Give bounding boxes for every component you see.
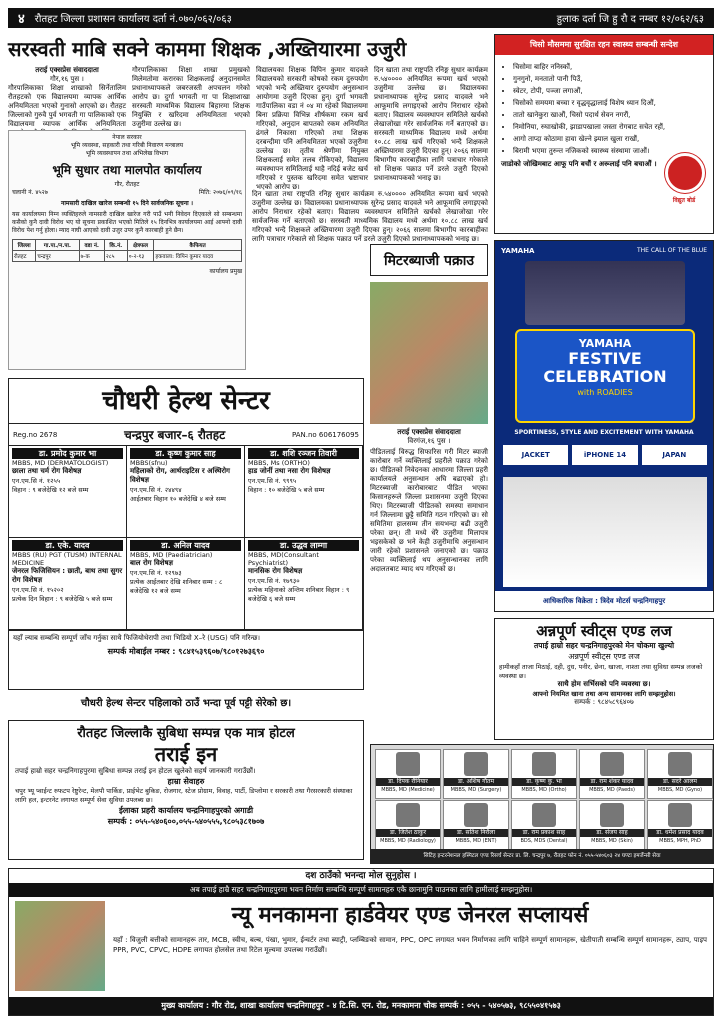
clinic-doctor-name: डा. शशि रञ्जन तिवारी: [248, 448, 359, 459]
hospital-doctor-card: [443, 749, 509, 799]
lead-col-4: दिन खाता तथा राष्ट्रपति रनिङ्ग सुधार कार्यक्रम रु.५४०००० अनियमित रूपमा खर्च भएको उजुरीमा उल्लेख छ। विद्यालयका प्रधानाध्यापक सुरेन्द्र प्रसाद यादवले भने आफूमाथि लगाइएको आरोप निराधार रहेको बताए। विद्यालय व्यवस्थापन समितिले खर्चको लेखाजोखा गरेर सार्वजनिक गर्ने बताएको छ। सरस्वती माध्यमिक विद्यालय मध्ये अर्थमा १०.८८ लाख खर्च गरिएको भन्दै शिक्षकले अख्तियारमा उजुरी दिएका हुन्। २०६६ सालमा बिभागीय कारबाहीका लागि पत्राचार गरेकाले सो शिक्षक पक्राउ पर्ने डरले उजुरी दिएको प्रधानाध्यापकको भनाइ छ।: [374, 66, 488, 182]
clinic-doctor: [9, 538, 127, 630]
hotel-intro: तपाई हाम्रो सहर चन्द्रनिगाहपुरमा सुबिधा सम्पन्न तराई इन होटल खुलेको सहर्ष जानकारी गराउँछौं।: [15, 767, 256, 775]
arrest-byline: तराई एक्सप्रेस संवाददाता: [397, 428, 461, 436]
notice-place: गौर, रौतहट: [114, 181, 140, 188]
notice-table-cell: चन्द्रपुर: [36, 251, 79, 262]
health-tip: • आगो ताप्दा कोठामा हावा खेल्ने झ्याल खुला राखौं,: [513, 133, 713, 145]
clinic-doctor-time: विहान : १० बजेदेखि ५ बजे सम्म: [248, 486, 325, 494]
health-tip: • चिसोमा बाहिर ननिस्कौं,: [513, 61, 713, 73]
health-tip: • स्वेटर, टोपी, पञ्जा लगाऔं,: [513, 85, 713, 97]
clinic-doctor: [127, 538, 245, 630]
clinic-doctor-name: डा. उद्धव लाम्गा: [248, 540, 359, 551]
hotel-title: रौतहट जिल्लाकै सुबिधा सम्पन्न एक मात्र होटल: [77, 726, 295, 741]
doctor-name: डा. कृष्ण कु. भा: [512, 778, 576, 786]
doctor-photo: [464, 803, 488, 827]
sweets-body: हामीकहाँ ताजा मिठाई, दही, दुध, पनीर, छेना, खाजा, नाश्ता तथा सुविधा सम्पन्न लजको व्यवस्था छ।: [499, 663, 703, 680]
hardware-ribbon-1: दश ठाउँको भनन्दा मोल सुनुहोस ।: [305, 871, 417, 881]
arrest-body: पीडितलाई विरुद्ध सिफारिस गरी मिटर ब्याजी कारोबार गर्ने व्यक्तिलाई प्रहरीले पक्राउ गरेको छ। पीडितको निवेदनका आधारमा जिल्ला प्रहरी कार्यालयले अनुसन्धान अघि बढाएको हो। मिटरब्याजी कारोबारबाट पीडित भएका किसानहरूले जिल्ला प्रशासनमा उजुरी दिएका थिए। मिटरब्याजी पीडितको समस्या समाधान गर्न जिल्लामा छुट्टै समिति गठन गरिएको छ। सो समितिमा हालसम्म तीन सयभन्दा बढी उजुरी परेका छन्। ती मध्ये धेरै उजुरीमा मिलापत्र भइसकेको छ भने केही उजुरीमाथि अनुसन्धान जारी रहेको प्रशासनले जनाएको छ। पक्राउ परेका व्यक्तिलाई थप अनुसन्धानका लागि अदालतबाट म्याद थप गरिएको छ।: [370, 448, 488, 573]
notice-table-cell: ७-क: [79, 251, 104, 262]
doctor-name: डा. सदरे आलम: [648, 778, 712, 786]
sweets-bottom: आफ्नो नियमित खाना तथा अन्य सामानका लागि सम्झनुहोस।: [532, 690, 676, 698]
doctor-info: MBBS, MD (ENT): [455, 838, 497, 844]
postal-registration: हुलाक दर्ता जि हु रौ द नम्बर १२/०६२/६३: [556, 14, 704, 25]
clinic-address: चन्द्रपुर बजार–६ रौतहट: [124, 428, 226, 442]
hotel-ad: [8, 720, 364, 860]
clinic-doctor-spec: महिलाको रोग, आर्थराइटिस र अस्थिरोग विशेषज्ञ: [130, 467, 230, 484]
hotel-branch: ईलाका प्रहरी कार्यालय चन्द्रनिगाहपुरको अगाडी: [118, 806, 254, 815]
hospital-doctors-ad: [370, 744, 714, 864]
lead-col-2: गौरपालिकाका शिक्षा शाखा प्रमुखको मिलेमतोमा करारका शिक्षकलाई अनुदानसमेत प्रधानाध्यापकले जबरजस्ती अपचलन गरेको आरोप छ। दुर्गा भगवती गा पा शिक्षाशाखा सरस्वती माध्यमिक विद्यालय बिहारमा शिक्षक नियुक्ति र खरिदमा अनियमितता भएको उजुरीमा उल्लेख छ।: [132, 66, 250, 128]
health-tip: • निमोनिया, रुघाखोकी, झाडापखाला जस्ता रोगबाट सचेत रहौं,: [513, 121, 713, 133]
clinic-doctor-name: डा. कृष्ण कुमार साह: [130, 448, 241, 459]
yamaha-dealer: आधिकारिक विक्रेता : त्रिदेव मोटर्स चन्द्रनिगाहपुर: [495, 591, 713, 611]
clinic-contact: सम्पर्क मोबाईल नम्बर : ९८४१५३९६०७/९८०१२७३६९०: [107, 647, 265, 656]
notice-table-cell: २८५: [104, 251, 127, 262]
health-tip: • गुनगुनो, मनतातो पानी पिउँ,: [513, 73, 713, 85]
clinic-doctor-nmc: एन.एम.सि नं. ९९९५: [248, 477, 297, 485]
paper-registration: रौतहट जिल्ला प्रशासन कार्यालय दर्ता नं.०७०/०६२/०६३: [34, 14, 232, 25]
hotel-services-title: हाम्रा सेवाहरु: [167, 777, 205, 786]
clinic-doctor-name: डा. एके. यादव: [12, 540, 123, 551]
notice-ref: चलानी नं. ४५२७: [12, 189, 48, 196]
yamaha-riders-photo: [525, 261, 685, 325]
yamaha-ad: [494, 240, 714, 612]
clinic-doctor-deg: MBBS (RU) PGT (TUSM) INTERNAL MEDICINE: [12, 551, 122, 567]
notice-table-header: गा.पा./न.पा.: [36, 240, 79, 251]
clinic-doctor-nmc: एन.एम.सि नं. १५२०२: [12, 586, 64, 594]
clinic-doctor-spec: बाल रोग विशेषज्ञ: [130, 559, 174, 567]
clinic-doctor-deg: MBBS, MD (DERMATOLOGIST): [12, 459, 109, 467]
clinic-doctor-time: आईतबार विहान १० बजेदेखि ४ बजे सम्म: [130, 495, 226, 503]
lead-text-1: गौरपालिकाका शिक्षा शाखाको सिर्नेतालिम रौतहटको एक विद्यालयमा व्यापक आर्थिक अनियमितता भएको गुनासो आएको छ। रौतहट जिल्लाको गुरुवै पुर्व भगवती गा पालिकाको एक विद्यालयमा व्यापक आर्थिक अनियमितता: [8, 84, 126, 128]
clinic-ad: [8, 378, 364, 690]
arrest-headline: मिटरब्याजी पक्राउ: [370, 244, 488, 276]
hospital-doctor-card: [579, 749, 645, 799]
hardware-ad: [8, 868, 714, 1016]
notice-table-header: कैफियत: [154, 240, 242, 251]
doctor-photo: [668, 752, 692, 776]
sweets-sub: तपाई हाम्रो सहर चन्द्रनिगाहपुरको मेन चोकमा खुल्यो: [533, 641, 675, 650]
clinic-doctor-spec: जेनरल फिजिसियन : छाती, बाथ तथा सुगर रोग विशेषज्ञ: [12, 567, 123, 584]
notice-table-header: क्षेत्रफल: [127, 240, 154, 251]
sweets-ad: [494, 618, 714, 740]
land-notice: [8, 130, 246, 370]
clinic-doctor-spec: हाड जोर्नी तथा नसा रोग विशेषज्ञ: [248, 467, 331, 475]
clinic-doctor-nmc: एन.एम.सि नं. १२९७३: [130, 569, 182, 577]
doctor-info: MBBS, MD (Skin): [591, 838, 633, 844]
clinic-pan: PAN.no 606176095: [291, 430, 359, 439]
hospital-doctor-card: [375, 749, 441, 799]
hospital-doctor-card: [647, 749, 713, 799]
doctor-name: डा. धर्मेश प्रसाद यादव: [648, 829, 712, 837]
hardware-body: यहाँ : विजुली बत्तीको सामानहरू तार, MCB, स्वीच, बल्ब, पंखा, भुमार, ईन्वर्टर तथा ब्याट्री, प्लम्बिङको सामान, PPC, OPC लगायत भवन निर्माणका लागि चाहिने सम्पूर्ण सामानहरू, खेतीपाती सम्बन्धि सम्पूर्ण सामानहरू, ट्याप, पाइप PPR, PVC, CPVC, HDPE लगायत होलसेल तथा रिटेल मूल्यमा उपलब्ध गराउँछौं।: [113, 936, 707, 954]
doctor-name: डा. संजय साह: [580, 829, 644, 837]
sweets-contact: [499, 698, 709, 707]
yamaha-title-2: FESTIVE: [568, 349, 642, 368]
health-tip: • तातो खानेकुरा खाऔं, चिसो पदार्थ सेवन नगरौं,: [513, 109, 713, 121]
notice-table-header: वडा नं.: [79, 240, 104, 251]
clinic-doctor-deg: MBBS, MD(Consultant Psychiatrist): [248, 551, 319, 567]
doctor-name: डा. अशिष गौतम: [444, 778, 508, 786]
clinic-doctor: [127, 446, 245, 538]
yamaha-bikes: [503, 477, 707, 587]
health-ad: [494, 34, 714, 234]
page-header: [8, 8, 714, 28]
sweets-name: अन्नपूर्ण स्वीट्स एण्ड लज: [568, 652, 640, 661]
logo-label: विद्युत बोर्ड: [672, 197, 696, 204]
health-tagline: जाडोको जोखिमबाट आफू पनि बचौं र अरूलाई पनि बचाऔं ।: [501, 160, 657, 168]
dateline: गौर,१६ पुस ।: [50, 75, 84, 83]
clinic-doctor-nmc: एन.एम.सि नं. २४४९४: [130, 486, 182, 494]
sweets-title: अन्नपूर्ण स्वीट्स एण्ड लज: [536, 622, 672, 640]
clinic-doctor-name: डा. अनिल यादव: [130, 540, 241, 551]
lead-headline: सरस्वती माबि सक्ने काममा शिक्षक ,अख्तियारमा उजुरी: [8, 37, 407, 61]
doctor-photo: [396, 752, 420, 776]
notice-table-header: जिल्ला: [13, 240, 36, 251]
sweets-phone: ९८४५८९६४०७: [597, 698, 634, 706]
clinic-title: चौधरी हेल्थ सेन्टर: [9, 379, 363, 424]
doctor-name: डा. दिपक रौनियार: [376, 778, 440, 786]
doctor-photo: [396, 803, 420, 827]
doctor-info: MBBS, MD (Paeds): [589, 787, 635, 793]
notice-table-cell: रौतहट: [13, 251, 36, 262]
hardware-title: न्यू मनकामना हार्डवेयर एण्ड जेनरल सप्लायर्स: [231, 903, 589, 928]
yamaha-subline: SPORTINESS, STYLE AND EXCITEMENT WITH YAMAHA: [514, 429, 694, 436]
yamaha-title-1: YAMAHA: [578, 337, 632, 350]
notice-table-header: कि.नं.: [104, 240, 127, 251]
doctor-info: MBBS, MD (Surgery): [450, 787, 502, 793]
doctor-photo: [532, 803, 556, 827]
yamaha-title-4: with ROADIES: [577, 388, 633, 397]
health-tips-list: [495, 61, 713, 157]
hardware-photo: [15, 901, 105, 991]
clinic-doctor: [245, 446, 363, 538]
clinic-doctor-deg: MBBS, MD (Paediatrician): [130, 551, 213, 559]
notice-ministry: भूमि व्यवस्था, सहकारी तथा गरिबी निवारण मन्त्रालय: [70, 142, 184, 149]
notice-sign: कार्यालय प्रमुख: [209, 268, 242, 275]
hospital-doctor-card: [647, 800, 713, 850]
hospital-doctor-card: [511, 800, 577, 850]
health-ad-title: चिसो मौसममा सुरक्षित रहन स्वास्थ्य सम्बन्धी सन्देश: [495, 35, 713, 55]
notice-table-cell: ०-२-१३: [127, 251, 154, 262]
clinic-doctor-time: प्रत्येक महिनाको अन्तिम शनिबार विहान : ९ बजेदेखि ६ बजे सम्म: [248, 586, 350, 603]
clinic-doctor-deg: MBBS, Ms (ORTHO): [248, 459, 310, 467]
lead-col-3: विद्यालयका शिक्षक विपिन कुमार यादवले विद्यालयको सरकारी कोषको रकम दुरुपयोग भएको भन्दै अख्तियार दुरुपयोग अनुसन्धान आयोगमा उजुरी दिएका हुन्। दुर्गा भगवती गाउँपालिका वडा नं ०४ मा रहेको विद्यालयमा बिना प्रक्रिया विभिन्न शीर्षकमा रकम खर्च गरिएको, अनुदान बापतको रकम अनियमित ढंगले निकासा गरिएको तथा शिक्षक दरबन्दीमा पनि अनियमितता भएको उजुरीमा उल्लेख छ। तृतीय श्रेणीमा नियुक्त शिक्षकलाई समेत तलब रोकिएको, विद्यालय व्यवस्थापन समितिलाई थाहै नदिई बजेट खर्च गरिएको र पुस्तक खरिदमा समेत भ्रष्टाचार भएको आरोप छ।: [256, 66, 368, 191]
doctor-info: MBBS, MD (Medicine): [381, 787, 435, 793]
doctor-name: डा. सतिश निरौला: [444, 829, 508, 837]
clinic-doctor-spec: छाला तथा चर्म रोग विशेषज्ञ: [12, 467, 82, 475]
doctor-info: BDS, MDS (Dental): [520, 838, 568, 844]
electricity-logo: [665, 153, 705, 193]
clinic-doctor-spec: मानसिक रोग विशेषज्ञ: [248, 567, 303, 575]
yamaha-prizes: [503, 445, 707, 465]
clinic-doctor: [9, 446, 127, 538]
clinic-doctor-time: प्रत्येक दिन विहान : ९ बजेदेखि ५ बजे सम्म: [12, 595, 113, 603]
clinic-reg: Reg.no 2678: [13, 430, 58, 439]
prize-japan: JAPAN: [642, 445, 707, 465]
arrest-photo: [370, 282, 488, 424]
byline: तराई एक्सप्रेस संवाददाता: [35, 66, 99, 74]
notice-subject: नामसारी दाखिल खारेज सम्बन्धी १५ दिने सार्वजनिक सूचना ।: [60, 200, 193, 207]
doctor-name: डा. जितेश ठाकुर: [376, 829, 440, 837]
hospital-doctor-card: [443, 800, 509, 850]
lead-continued-text: दिन खाता तथा राष्ट्रपति रनिङ्ग सुधार कार्यक्रम रु.५४०००० अनियमित रूपमा खर्च भएको उजुरीमा उल्लेख छ। विद्यालयका प्रधानाध्यापक सुरेन्द्र प्रसाद यादवले भने आफूमाथि लगाइएको आरोप निराधार रहेको बताए। विद्यालय व्यवस्थापन समितिले खर्चको लेखाजोखा गरेर सार्वजनिक गर्ने बताएको छ। सरस्वती माध्यमिक विद्यालय मध्ये अर्थमा १०.८८ लाख खर्च गरिएको भन्दै शिक्षकले अख्तियारमा उजुरी दिएका हुन्। २०६६ सालमा बिभागीय कारबाहीका लागि पत्राचार गरेकाले सो शिक्षक पक्राउ पर्ने डरले उजुरी दिएको प्रधानाध्यापकको भनाइ छ।: [252, 190, 488, 243]
notice-table: [12, 239, 242, 262]
sweets-contact-label: सम्पर्क :: [574, 698, 596, 706]
clinic-doctor-name: डा. प्रमोद कुमार भा: [12, 448, 123, 459]
doctor-photo: [668, 803, 692, 827]
health-tip: • चिसोको समयमा बच्चा र वृद्धवृद्धालाई विशेष ध्यान दिऔं,: [513, 97, 713, 109]
doctor-name: डा. राम प्रकाश साह: [512, 829, 576, 837]
doctor-info: MBBS, MPH, PhD: [659, 838, 701, 844]
hospital-doctor-card: [511, 749, 577, 799]
health-tip: • बिरामी भएमा तुरुन्त नजिकको स्वास्थ्य संस्थामा जाऔं।: [513, 145, 713, 157]
doctor-info: MBBS, MD (Ortho): [521, 787, 567, 793]
hotel-services: चपुर भ्यू प्वाईन्ट रुफटप रेष्टुरेन्ट, मेलपौ पार्किङ, प्राईभेट बुकिङ, रोजगार, स्टेज प्रोग्राम, विवाह, पार्टी, डिप्लोमा र सरकारी तथा गैरसरकारी संस्थाका लागि हल, इन्टरनेट लगायत सम्पूर्ण सेवा सुविधा उपलब्ध छ।: [15, 787, 353, 804]
clinic-doctor-nmc: एन.एम.सि नं. १२५५: [12, 477, 61, 485]
yamaha-brand: YAMAHA: [501, 247, 535, 255]
clinic-doctor: [245, 538, 363, 630]
clinic-doctor-grid: [9, 445, 363, 630]
yamaha-title-3: CELEBRATION: [543, 367, 667, 386]
clinic-doctor-nmc: एन.एम.सि नं. १७९३०: [248, 577, 300, 585]
prize-jacket: JACKET: [503, 445, 568, 465]
arrest-dateline: विरगंज,१६ पुस ।: [407, 437, 451, 445]
doctor-photo: [532, 752, 556, 776]
hospital-doctor-card: [375, 800, 441, 850]
doctor-photo: [600, 752, 624, 776]
clinic-doctor-time: विहान : ९ बजेदेखि १२ बजे सम्म: [12, 486, 89, 494]
clinic-note: यहाँ ल्याब सम्बन्धि सम्पूर्ण जाँच गर्नुका साथै फिजियोथेरापी तथा भिडियो X–रे (USG) पनि गरिन्छ।: [9, 630, 363, 646]
hardware-ribbon-2: अब तपाई हाम्रै सहर चन्द्रनिगाहपुरमा भवन निर्माण सम्बन्धि सम्पूर्ण सामानहरु एकै छानामुनि पाउनका लागि हामीलाई सम्झनुहोस।: [9, 883, 713, 897]
hospital-footer: सिटिह इन्टरनेशनल हस्पिटल एण्ड रिसर्च सेन्टर प्रा. लि. चन्द्रपुर ७, रौतहट फोन नं. ०५५-५४०६०३ २४ घण्टा इमर्जेन्सी सेवा: [371, 849, 713, 863]
hardware-footer: मुख्य कार्यालय : गौर रोड, शाखा कार्यालय चन्द्रनिगाहपुर - ४ टि.सि. एन. रोड, मनकामना चोक सम्पर्क : ०५५ - ५४०५७३, ९८५५०४१५७३: [9, 997, 713, 1015]
prize-iphone: iPHONE 14: [572, 445, 637, 465]
doctor-info: MBBS, MD (Radiology): [380, 838, 436, 844]
notice-body: यस कार्यालयमा निम्न व्यक्तिहरुले नामसारी दाखिल खारेज गरी पाउँ भनी निवेदन दिएकाले सो सम्बन्धमा कसैको कुनै दावी विरोध भए यो सूचना प्रकाशित भएको मितिले १५ दिनभित्र कार्यालयमा आई आफ्नो दावी विरोध पेश गर्नु होला। म्याद नाघी आएको दावी उजुर उपर कुनै कारबाही हुने छैन।: [12, 211, 242, 234]
doctor-photo: [600, 803, 624, 827]
hospital-doctor-card: [579, 800, 645, 850]
clinic-doctor-deg: MBBS(sfnu): [130, 459, 168, 467]
hotel-name: तराई इन: [154, 742, 218, 766]
page-number: ४: [18, 12, 25, 27]
yamaha-celebration-banner: [515, 329, 695, 423]
clinic-doctor-time: प्रत्येक आईतबार देखि शनिबार सम्म : ८ बजेदेखि १२ बजे सम्म: [130, 578, 223, 595]
notice-dept: भूमि व्यवस्थापन तथा अभिलेख विभाग: [85, 150, 169, 157]
notice-table-cell: हकवाला: विपिन कुमार यादव: [154, 251, 242, 262]
doctor-info: MBBS, MD (Gyno): [657, 787, 703, 793]
doctor-photo: [464, 752, 488, 776]
doctor-name: डा. राम शंकर यादव: [580, 778, 644, 786]
clinic-footer: चौधरी हेल्थ सेन्टर पहिलाको ठाउँ भन्दा पूर्व पट्टी सेरेको छ।: [80, 698, 292, 709]
yamaha-tagline: THE CALL OF THE BLUE: [636, 247, 707, 254]
sweets-line: साथै होम सर्भिसको पनि व्यवस्था छ।: [557, 680, 651, 688]
notice-date: मिति: २०७६/०९/१६: [198, 189, 242, 196]
notice-title: भूमि सुधार तथा मालपोत कार्यालय: [52, 163, 202, 177]
hotel-contact: सम्पर्क : ०५५-५४०६००,०५५-५४०५५५,९८०५३८१७०७: [107, 817, 265, 826]
notice-gov: नेपाल सरकार: [112, 134, 142, 141]
